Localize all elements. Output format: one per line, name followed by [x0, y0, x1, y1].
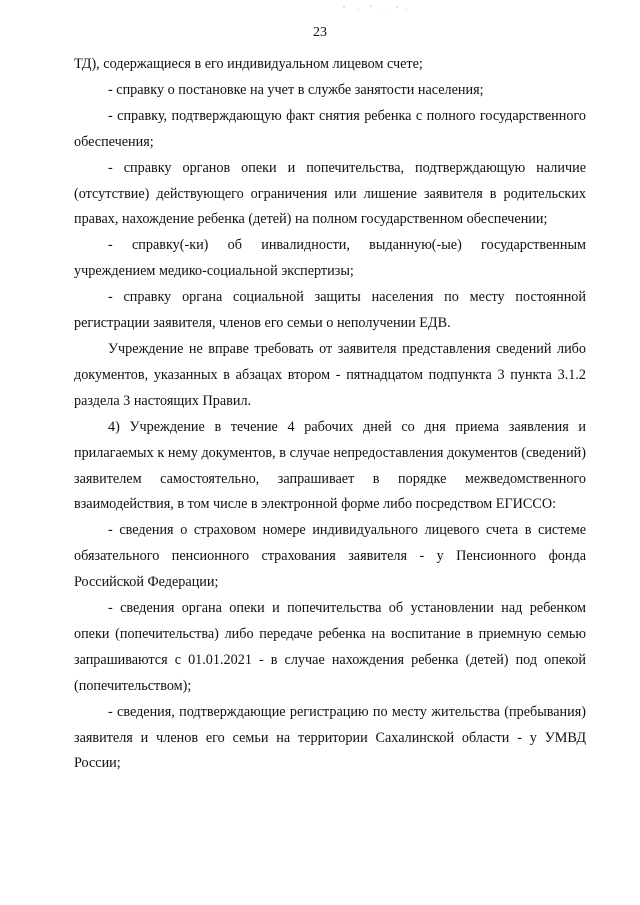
page-number: 23	[313, 25, 327, 40]
list-item: - справку о постановке на учет в службе занятости населения;	[108, 81, 484, 98]
list-item: - справку органа социальной защиты населения по месту постоянной регистрации заявителя, членов его семьи о неполучении ЕДВ.	[74, 289, 586, 332]
scan-noise-marks	[340, 4, 410, 12]
list-item: - сведения, подтверждающие регистрацию по месту жительства (пребывания) заявителя и членов его семьи на территории Сахалинской области - у УМВД России;	[74, 703, 586, 772]
paragraph: Учреждение не вправе требовать от заявителя представления сведений либо документов, указанных в абзацах втором - пятнадцатом подпункта 3 пункта 3.1.2 раздела 3 настоящих Правил.	[74, 340, 586, 409]
list-item: - сведения органа опеки и попечительства об установлении над ребенком опеки (попечительства) либо передаче ребенка на воспитание в приемную семью запрашиваются с 01.01.2021 - в случае нахождения ребенка (детей) под опекой (попечительством);	[74, 600, 586, 694]
document-body	[74, 52, 586, 777]
list-item: - справку, подтверждающую факт снятия ребенка с полного государственного обеспечения;	[74, 107, 586, 150]
paragraph: ТД), содержащиеся в его индивидуальном лицевом счете;	[74, 56, 423, 72]
list-item: - справку(-ки) об инвалидности, выданную(-ые) государственным учреждением медико-социальной экспертизы;	[74, 237, 586, 280]
list-item: - справку органов опеки и попечительства, подтверждающую наличие (отсутствие) действующего ограничения или лишение заявителя в родительских правах, нахождение ребенка (детей) на полном государственном обеспечении;	[74, 159, 586, 228]
paragraph: 4) Учреждение в течение 4 рабочих дней со дня приема заявления и прилагаемых к нему документов, в случае непредоставления документов (сведений) заявителем самостоятельно, запрашивает в порядке межведомственного взаимодействия, в том числе в электронной форме либо посредством ЕГИССО:	[74, 418, 586, 513]
list-item: - сведения о страховом номере индивидуального лицевого счета в системе обязательного пенсионного страхования заявителя - у Пенсионного фонда Российской Федерации;	[74, 522, 586, 591]
